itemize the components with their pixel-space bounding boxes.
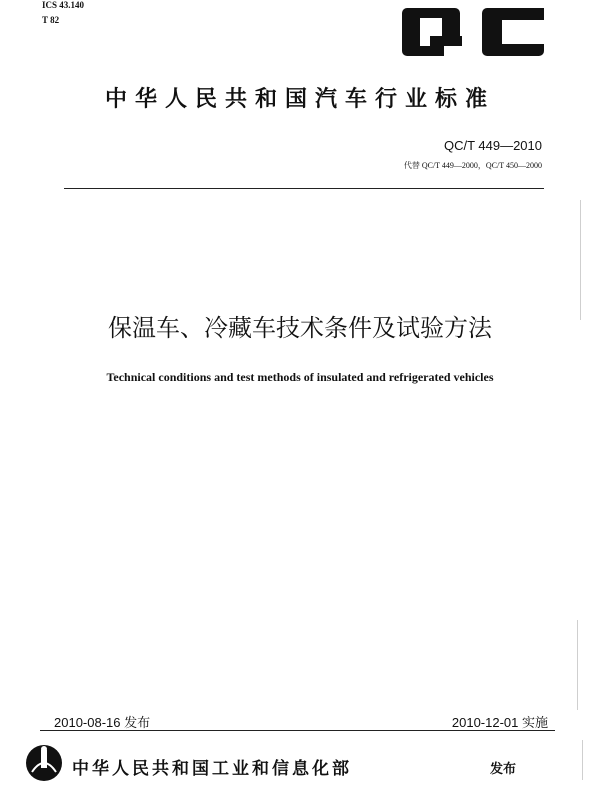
scan-artifact xyxy=(577,620,578,710)
scan-artifact xyxy=(580,200,581,320)
issuer-name: 中华人民共和国工业和信息化部 xyxy=(72,759,352,779)
ics-code: ICS 43.140 xyxy=(42,0,85,10)
scan-artifact xyxy=(582,740,583,780)
issue-label: 发布 xyxy=(490,762,517,777)
qc-logo xyxy=(400,6,548,58)
document-title-cn: 保温车、冷藏车技术条件及试验方法 xyxy=(108,314,492,342)
classification-code: T 82 xyxy=(42,15,60,25)
top-rule xyxy=(64,188,544,189)
bottom-rule xyxy=(40,730,555,731)
document-title-en: Technical conditions and test methods of insulated and refrigerated vehicles xyxy=(106,370,494,384)
ministry-emblem-icon xyxy=(24,742,64,784)
replaces-note: 代替 QC/T 449—2000，QC/T 450—2000 xyxy=(403,161,542,170)
org-title: 中华人民共和国汽车行业标准 xyxy=(104,86,495,112)
standard-number: QC/T 449—2010 xyxy=(443,138,542,153)
implement-date: 2010-12-01 实施 xyxy=(451,715,548,730)
publish-date: 2010-08-16 发布 xyxy=(54,715,151,730)
